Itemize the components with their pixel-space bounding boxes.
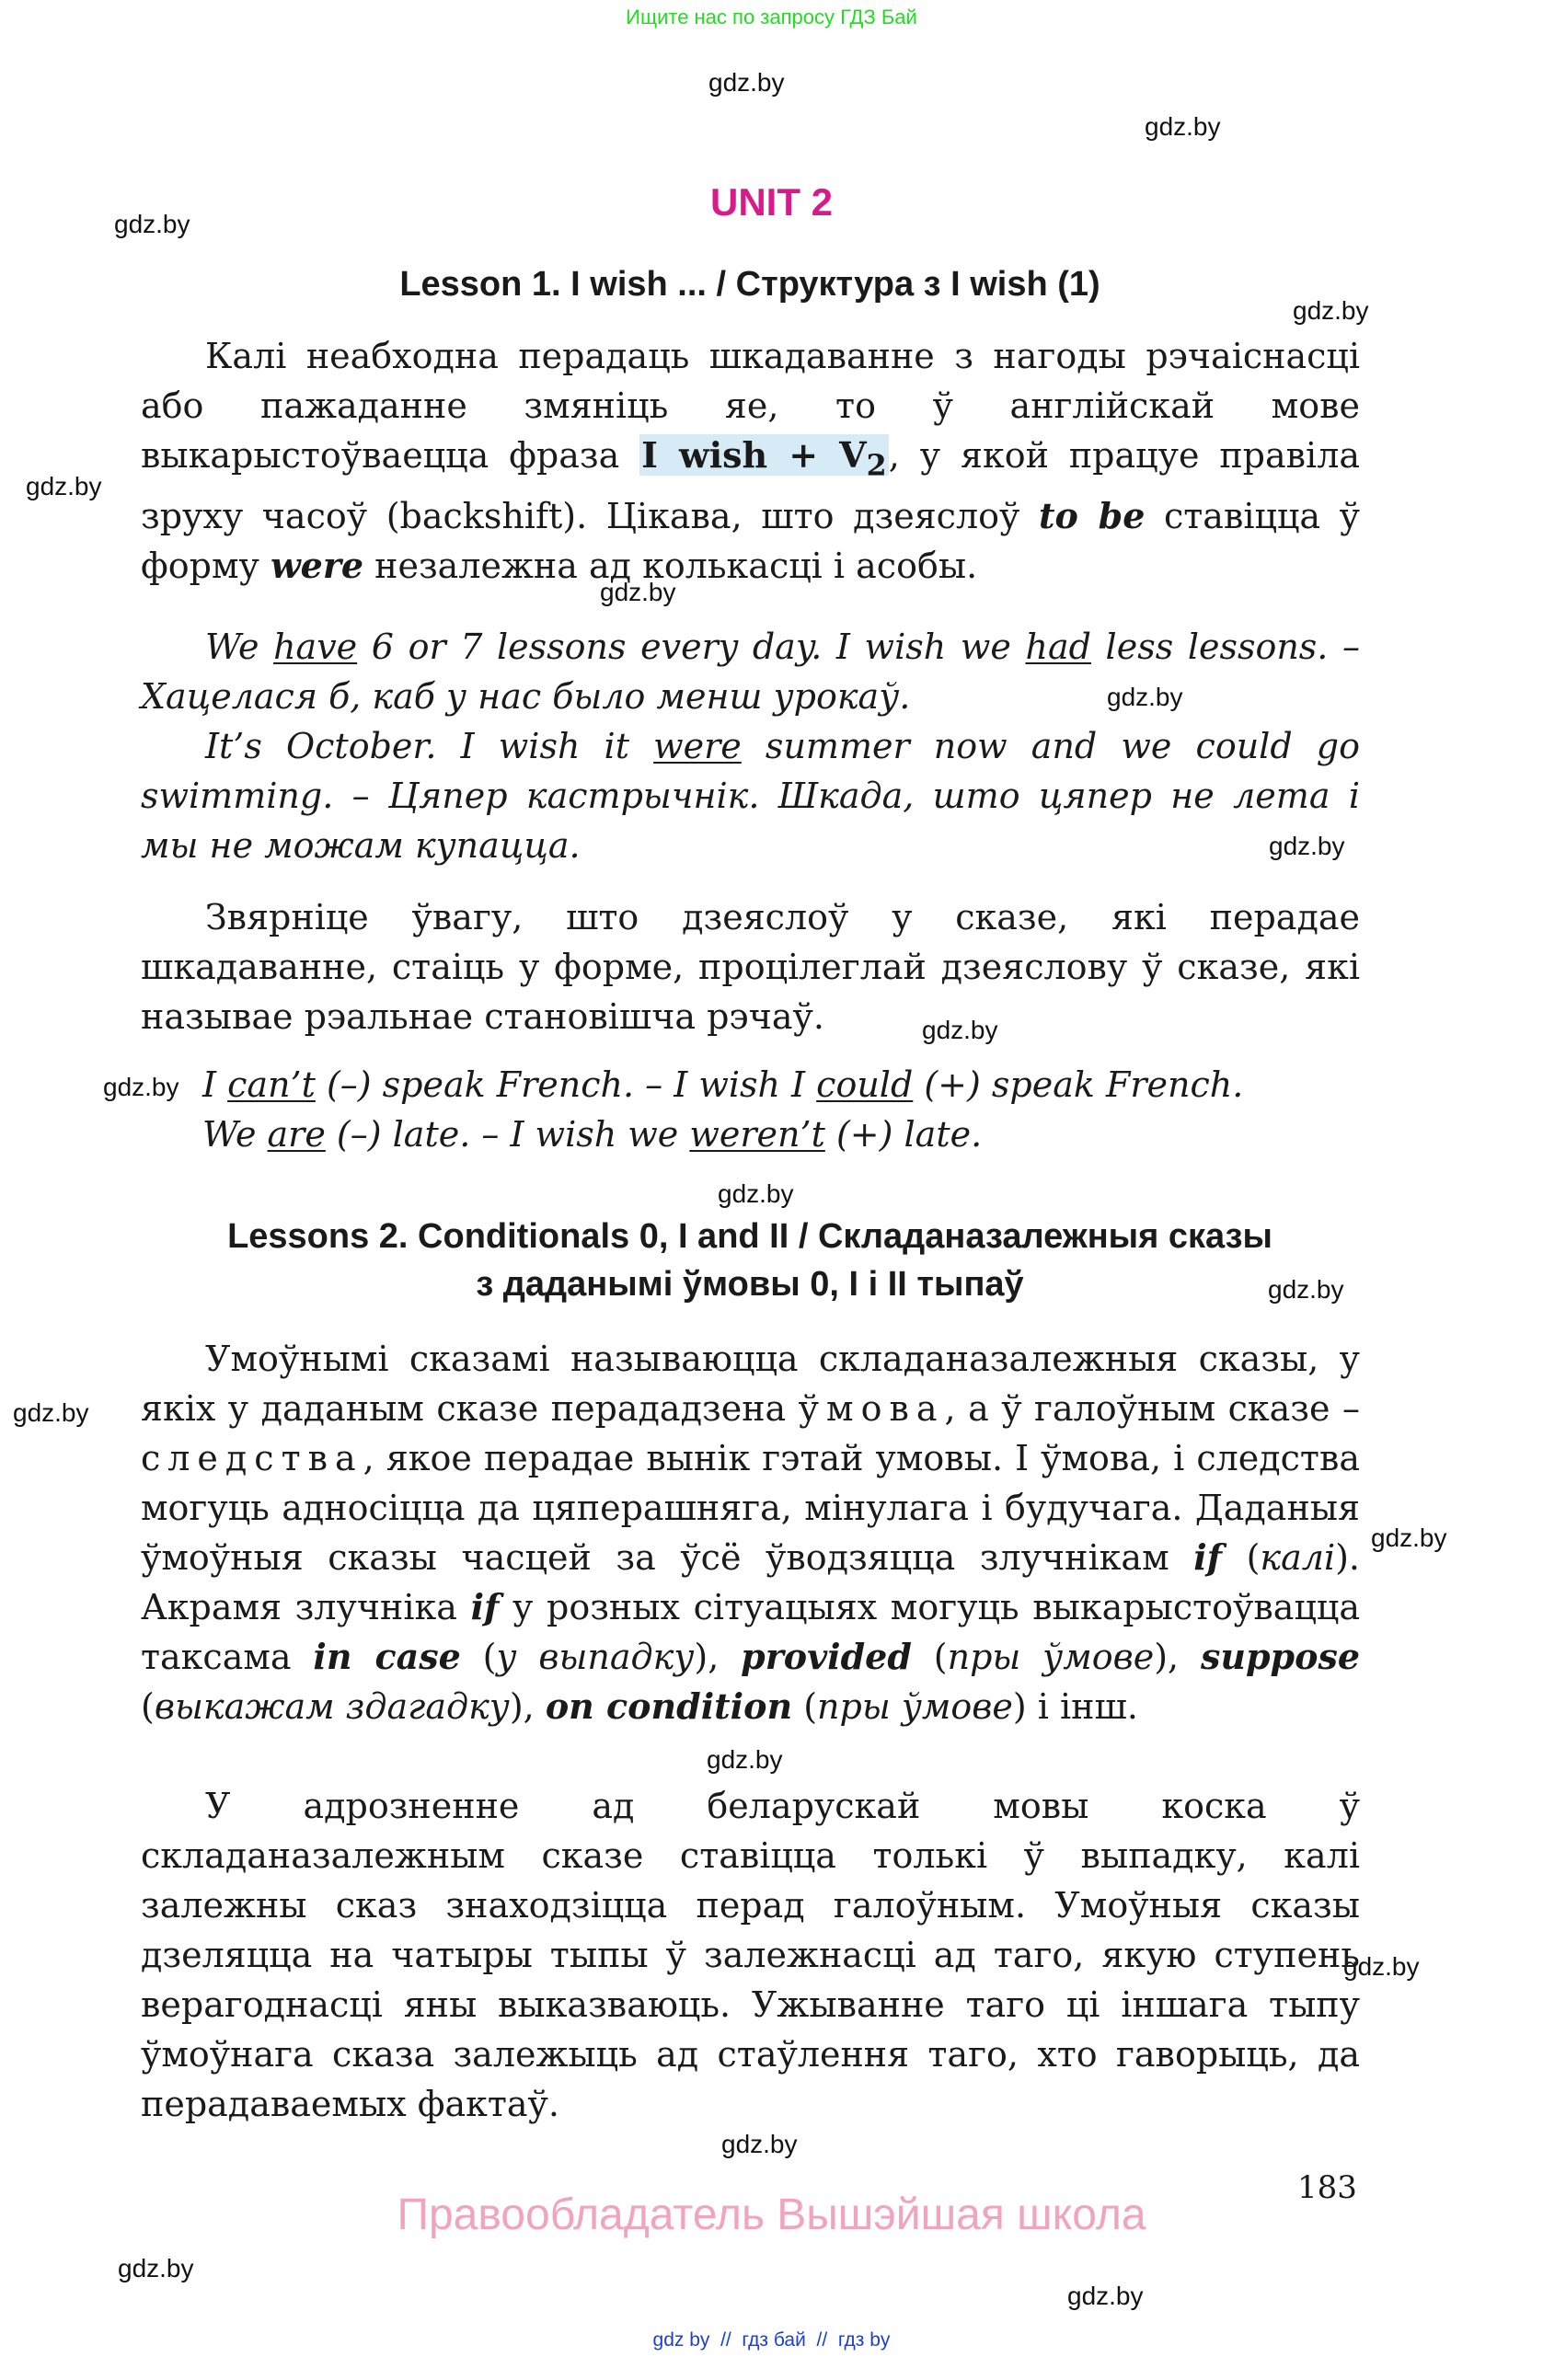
page-number: 183 — [1297, 2169, 1357, 2206]
watermark: gdz.by — [718, 1179, 794, 1208]
watermark: gdz.by — [1293, 296, 1369, 325]
contrast-example-1: I can’t (–) speak French. – I wish I could (+) speak French. — [202, 1064, 1244, 1105]
unit-title: UNIT 2 — [709, 180, 833, 224]
lesson2-heading-line2: з даданымі ўмовы 0, I і II тыпаў — [476, 1265, 1024, 1304]
watermark: gdz.by — [114, 210, 190, 238]
watermark: gdz.by — [1343, 1952, 1420, 1981]
watermark: gdz.by — [103, 1073, 179, 1101]
watermark: gdz.by — [13, 1398, 89, 1427]
lesson2-heading — [138, 1213, 1362, 1308]
search-banner: Ищите нас по запросу ГДЗ Бай — [626, 6, 917, 29]
watermark: gdz.by — [1269, 832, 1345, 860]
lesson2-para1: Умоўнымі сказамі называюцца складаназалежныя сказы, у якіх у даданым сказе перададзена ўмова, а ў галоўным сказе – следства, якое перадае вынік гэтай умовы. І ўмова, і следства могуць адносіцца да цяперашняга, мінулага і будучага. Даданыя ўмоўныя сказы часцей за ўсё ўводзяцца злучнікам if (калі). Акрамя злучніка if у розных сітуацыях могуць выкарыстоўвацца таксама in case (у выпадку), provided (пры ўмове), suppose (выкажам здагадку), on condition (пры ўмове) і інш. — [141, 1339, 1361, 1727]
watermark: gdz.by — [1107, 683, 1183, 711]
watermark: gdz.by — [1268, 1275, 1344, 1304]
watermark: gdz.by — [1371, 1523, 1447, 1552]
watermark: gdz.by — [1067, 2282, 1144, 2310]
watermark: gdz.by — [118, 2254, 194, 2282]
lesson1-heading: Lesson 1. I wish ... / Структура з I wish (1) — [399, 265, 1100, 304]
lesson1-note: Звярніце ўвагу, што дзеяслоў у сказе, які перадае шкадаванне, стаіць у форме, процілеглай дзеяслову ў сказе, які называе рэальнае становішча рэчаў. — [141, 897, 1360, 1037]
copyright-notice: Правообладатель Вышэйшая школа — [397, 2190, 1146, 2239]
contrast-example-2: We are (–) late. – I wish we weren’t (+) late. — [202, 1114, 983, 1155]
lesson2-para2: У адрозненне ад беларускай мовы коска ў складаназалежным сказе ставіцца толькі ў выпадку, калі залежны сказ знаходзіцца перад галоўным. Умоўныя сказы дзеляцца на чатыры тыпы ў залежнасці ад таго, якую ступень верагоднасці яны выказваюць. Ужыванне таго ці іншага тыпу ўмоўнага сказа залежыць ад стаўлення таго, хто гаворыць, да перадаваемых фактаў. — [141, 1786, 1360, 2124]
watermark: gdz.by — [922, 1016, 998, 1044]
watermark: gdz.by — [721, 2130, 798, 2158]
watermark: gdz.by — [707, 1745, 783, 1774]
watermark: gdz.by — [600, 578, 676, 606]
watermark: gdz.by — [708, 68, 785, 97]
formula-highlight: I wish + $V_2$ — [641, 434, 887, 483]
footer-links[interactable]: gdz by // гдз бай // гдз by — [652, 2329, 891, 2351]
lesson1-intro: Калі неабходна перадаць шкадаванне з нагоды рэчаіснасці або пажаданне змяніць яе, то ў англійскай мове выкарыстоўваецца фраза I wish + $V_2$, у якой працуе правіла зруху часоў (backshift). Цікава, што дзеяслоў to be ставіцца ў форму were незалежна ад колькасці і асобы. — [141, 336, 1361, 586]
example-1: We have 6 or 7 lessons every day. I wish we had less lessons. – Хацелася б, каб у нас было менш урокаў. — [141, 627, 1361, 717]
watermark: gdz.by — [26, 472, 102, 500]
lesson2-heading-line1: Lessons 2. Conditionals 0, I and II / Складаназалежныя сказы — [227, 1217, 1272, 1256]
watermark: gdz.by — [1145, 112, 1221, 141]
example-2: It’s October. I wish it were summer now and we could go swimming. – Цяпер кастрычнік. Шкада, што цяпер не лета і мы не можам купацца. — [141, 726, 1360, 866]
